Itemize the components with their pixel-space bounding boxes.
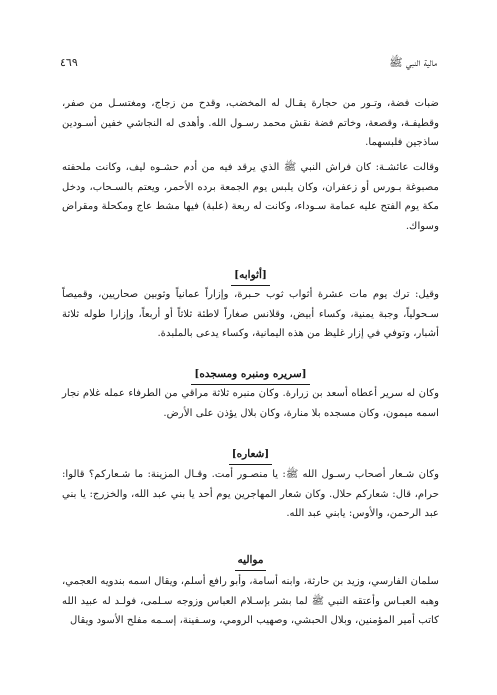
heading-text: [سريره ومنبره ومسجده] [191, 366, 309, 385]
paragraph-mawali: سلمان الفارسي، وزيد بن حارثة، وابنه أسامة، وأبو رافع أسلم، ويقال اسمه بندويه العجمي، وهبه العبـاس وأعتقه النبي ﷺ لما بشر بإسـلام العباس وزوجه سـلمى، فولـد له عبيد الله كاتب أمير المؤمنين، وبلال الحبشي، وصهيب الرومي، وسـفينة، إسـمه مفلح الأسود ويقال [62, 576, 439, 626]
section-heading-clothes [62, 263, 439, 283]
running-title: مالية النبي ﷺ [389, 56, 437, 69]
paragraph-bed-pulpit-mosque: وكان له سرير أعطاه أسعد بن زرارة. وكان منبره ثلاثة مراقي من الطرفاء عمله غلام نجار اسمه ميمون، وكان مسجده بلا منارة، وكان بلال يؤذن على الأرض. [62, 388, 439, 419]
page-header [60, 56, 437, 72]
paragraph-vessels: ضبات فضة، وتـور من حجارة يقـال له المخضب، وقدح من زجاج، ومغتسـل من صفر، وقطيفـة، وقصعة، وخاتم فضة نقش محمد رسـول الله. وأهدى له النجاشي خفين أسـودين ساذجين فلبسهما. [62, 98, 439, 148]
section-heading-bed-pulpit-mosque [62, 362, 439, 382]
paragraph-clothes: وقيل: ترك يوم مات عشرة أثواب ثوب حـبرة، وإزاراً عمانياً وثوبين صحاريين، وقميصاً سـحولياً، وجبة يمنية، وكساء أبيض، وقلانس صغاراً لاطئة ثلاثاً أو أربعاً، وإزارا طوله ثلاثة أشبار، وتوفي في إزار غليظ من هذه اليمانية، وكساء يدعى بالملبدة. [62, 289, 439, 339]
heading-text: [أثوابه] [231, 267, 270, 286]
section-heading-mawali [62, 548, 439, 568]
paragraph-aisha: وقالت عائشـة: كان فراش النبي ﷺ الذي يرقد فيه من أدم حشـوه ليف، وكانت ملحفته مصبوغة بـورس أو زعفران، وكان يلبس يوم الجمعة برده الأحمر، ويعتم بالسـحاب، ودخل مكة يوم الفتح عليه عمامة سـوداء، وكانت له ربعة (علبة) فيها مشط عاج ومكحلة ومقراض وسواك. [62, 162, 439, 232]
page-number: ٤٦٩ [60, 56, 78, 69]
heading-text: مواليه [235, 552, 267, 571]
heading-text: [شعاره] [229, 446, 273, 465]
section-heading-slogan [62, 442, 439, 462]
paragraph-slogan: وكان شـعار أصحاب رسـول الله ﷺ: يا منصـور أمت. وقـال المزينة: ما شـعاركم؟ قالوا: حرام، قال: شعاركم حلال. وكان شعار المهاجرين يوم أحد يا بني عبد الله، والخزرج: يا بني عبد الرحمن، والأوس: يابني عبد الله. [62, 469, 439, 519]
